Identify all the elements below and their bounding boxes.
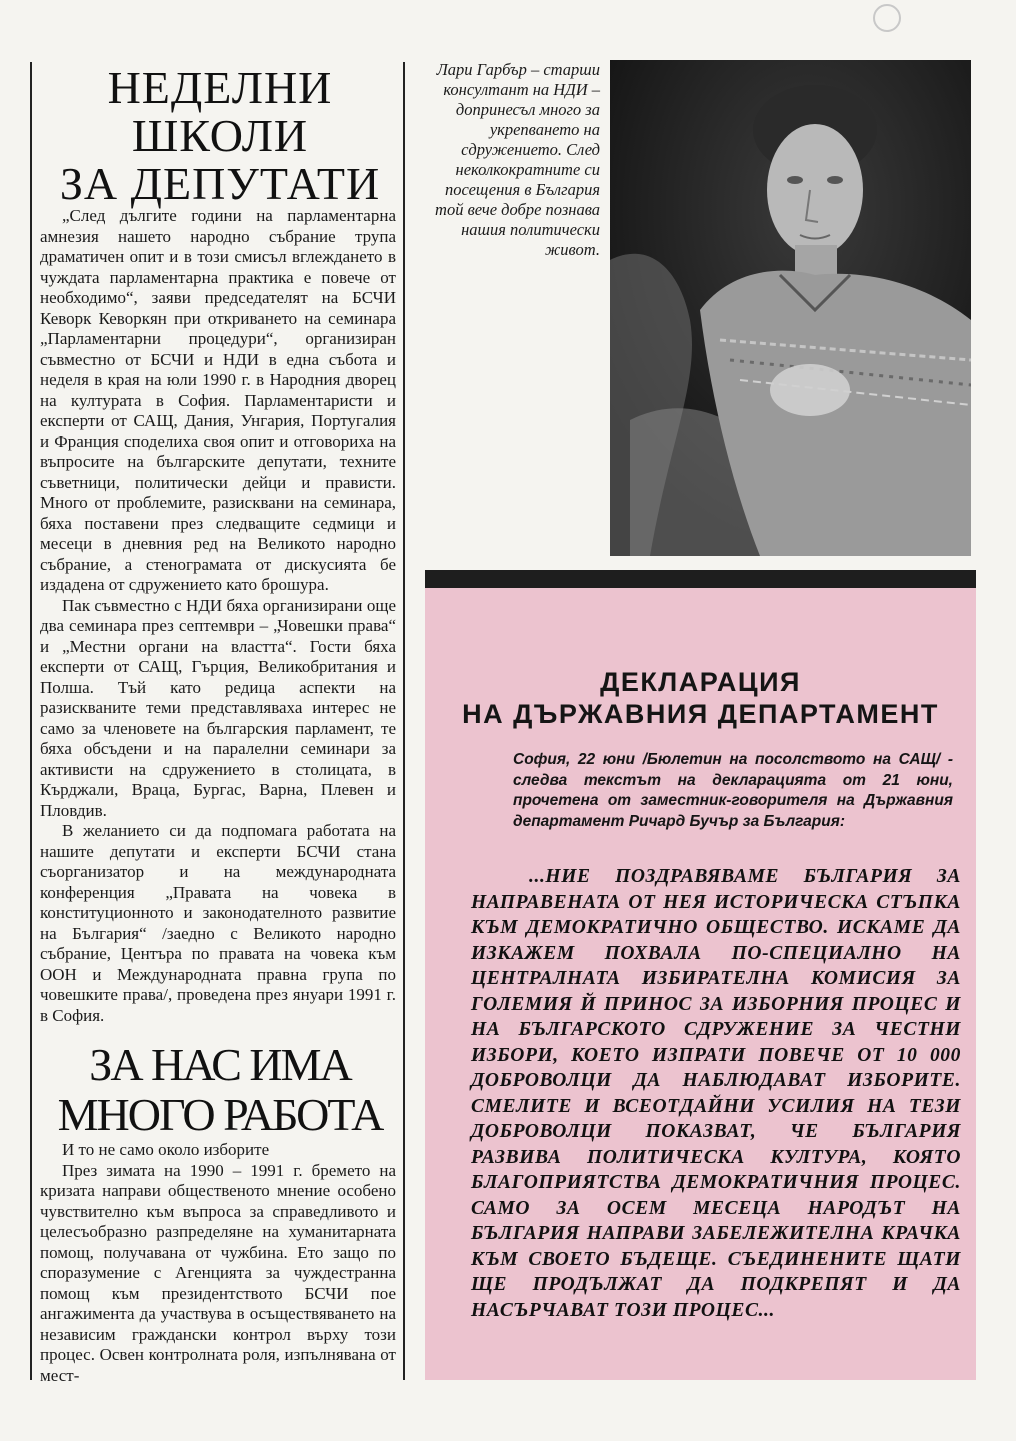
article1-headline-line2: ШКОЛИ bbox=[131, 110, 309, 161]
declaration-title bbox=[425, 666, 976, 730]
declaration-title-line1: ДЕКЛАРАЦИЯ bbox=[600, 667, 801, 697]
center-column-rule bbox=[403, 62, 405, 1380]
article2-headline-line2: МНОГО РАБОТА bbox=[57, 1089, 383, 1140]
declaration-title-line2: НА ДЪРЖАВНИЯ ДЕПАРТАМЕНТ bbox=[462, 699, 939, 729]
portrait-photo-illustration bbox=[610, 60, 971, 556]
article1-headline-line1: НЕДЕЛНИ bbox=[107, 62, 333, 113]
left-column-rule bbox=[30, 62, 32, 1380]
declaration-body: ...НИЕ ПОЗДРАВЯВАМЕ БЪЛГАРИЯ ЗА НАПРАВЕНАТА ОТ НЕЯ ИСТОРИЧЕСКА СТЪПКА КЪМ ДЕМОКРАТИЧНО ОБЩЕСТВО. ИСКАМЕ ДА ИЗКАЖЕМ ПОХВАЛА ПО-СПЕЦИАЛНО НА ЦЕНТРАЛНАТА ИЗБИРАТЕЛНА КОМИСИЯ ЗА ГОЛЕМИЯ Й ПРИНОС ЗА ИЗБОРНИЯ ПРОЦЕС И НА БЪЛГАРСКОТО СДРУЖЕНИЕ ЗА ЧЕСТНИ ИЗБОРИ, КОЕТО ИЗПРАТИ ПОВЕЧЕ ОТ 10 000 ДОБРОВОЛЦИ ДА НАБЛЮДАВАТ ИЗБОРИТЕ. СМЕЛИТЕ И ВСЕОТДАЙНИ УСИЛИЯ НА ТЕЗИ ДОБРОВОЛЦИ ПОКАЗВАТ, ЧЕ БЪЛГАРИЯ РАЗВИВА ПОЛИТИЧЕСКА КУЛТУРА, КОЯТО БЛАГОПРИЯТСТВА ДЕМОКРАТИЧНИЯ ПРОЦЕС. САМО ЗА ОСЕМ МЕСЕЦА НАРОДЪТ НА БЪЛГАРИЯ НАПРАВИ ЗАБЕЛЕЖИТЕЛНА КРАЧКА КЪМ СВОЕТО БЪДЕЩЕ. СЪЕДИНЕНИТЕ ЩАТИ ЩЕ ПРОДЪЛЖАТ ДА ПОДКРЕПЯТ И ДА НАСЪРЧАВАТ ТОЗИ ПРОЦЕС... bbox=[471, 866, 961, 1321]
article1-paragraph: „След дългите години на парламентарна амнезия нашето народно събрание трупа драматичен опит и в този смисъл вглеждането в чуждата парламентарна практика е повече от необходимо“, заяви председателят на БСЧИ Кеворк Кеворкян при откриването на семинара „Парламентарни процедури“, организиран съвместно от БСЧИ и НДИ в една събота и неделя в края на юли 1990 г. в Народния дворец на културата в София. Парламентаристи и експерти от САЩ, Дания, Унгария, Португалия и Франция споделиха своя опит и отговориха на въпросите на българските депутати, техните съветници, политически дейци и прависти. Много от проблемите, разисквани на семинара, бяха поставени през следващите седмици и месеци в дневния ред на Великото народно събрание, а стенограмата от дискусията бе издадена от сдружението като брошура. bbox=[40, 206, 396, 594]
declaration-box bbox=[425, 570, 976, 1380]
photo-caption: Лари Гарбър – старши консултант на НДИ – допринесъл много за укрепването на сдружението. След неколкократните си посещения в България той вече добре познава нашия политически живот. bbox=[435, 60, 600, 259]
article1-paragraph: Пак съвместно с НДИ бяха организирани още два семинара през септември – „Човешки права“ и „Местни органи на властта“. Гости бяха експерти от САЩ, Гърция, Великобритания и Полша. Тъй като редица аспекти на разискваните теми представляваха интерес не само за членовете на българския парламент, те бяха обсъдени и на паралелни семинари за активисти на сдружението в столицата, в Кърджали, Враца, Бургас, Варна, Плевен и Пловдив. bbox=[40, 595, 396, 820]
article2-headline-line1: ЗА НАС ИМА bbox=[89, 1039, 351, 1090]
article1-body bbox=[40, 206, 396, 1026]
emblem-icon bbox=[873, 4, 901, 32]
article2-subhead: И то не само около изборите bbox=[62, 1140, 270, 1159]
article1-headline bbox=[40, 64, 400, 208]
article2-paragraph: През зимата на 1990 – 1991 г. бремето на кризата направи общественото мнение особено чувствително към въпроса за справедливото и целесъобразно разпределяне на хуманитарната помощ, получавана от чужбина. Ето защо по споразумение с Агенцията за чуждестранна помощ към президентството БСЧИ пое ангажимента да участвува в осъществяването на независим граждански контрол върху този процес. Освен контролната роля, изпълнявана от мест- bbox=[40, 1160, 396, 1385]
article2-body bbox=[40, 1140, 396, 1386]
article1-headline-line3: ЗА ДЕПУТАТИ bbox=[59, 158, 381, 209]
article2-headline bbox=[40, 1040, 400, 1140]
declaration-intro: София, 22 юни /Бюлетин на посолството на САЩ/ - следва текстът на декларацията от 21 юни, прочетена от заместник-говорителя на Държавния департамент Ричард Бучър за България: bbox=[513, 751, 953, 830]
article1-paragraph: В желанието си да подпомага работата на нашите депутати и експерти БСЧИ стана съорганизатор и на международната конференция „Правата на човека в конституционното и законодателното развитие на България“ /заедно с Великото народно събрание, Центъра по правата на човека към ООН и Международната правна група по човешките права/, проведена през януари 1991 г. в София. bbox=[40, 821, 396, 1025]
portrait-photo bbox=[610, 60, 971, 556]
